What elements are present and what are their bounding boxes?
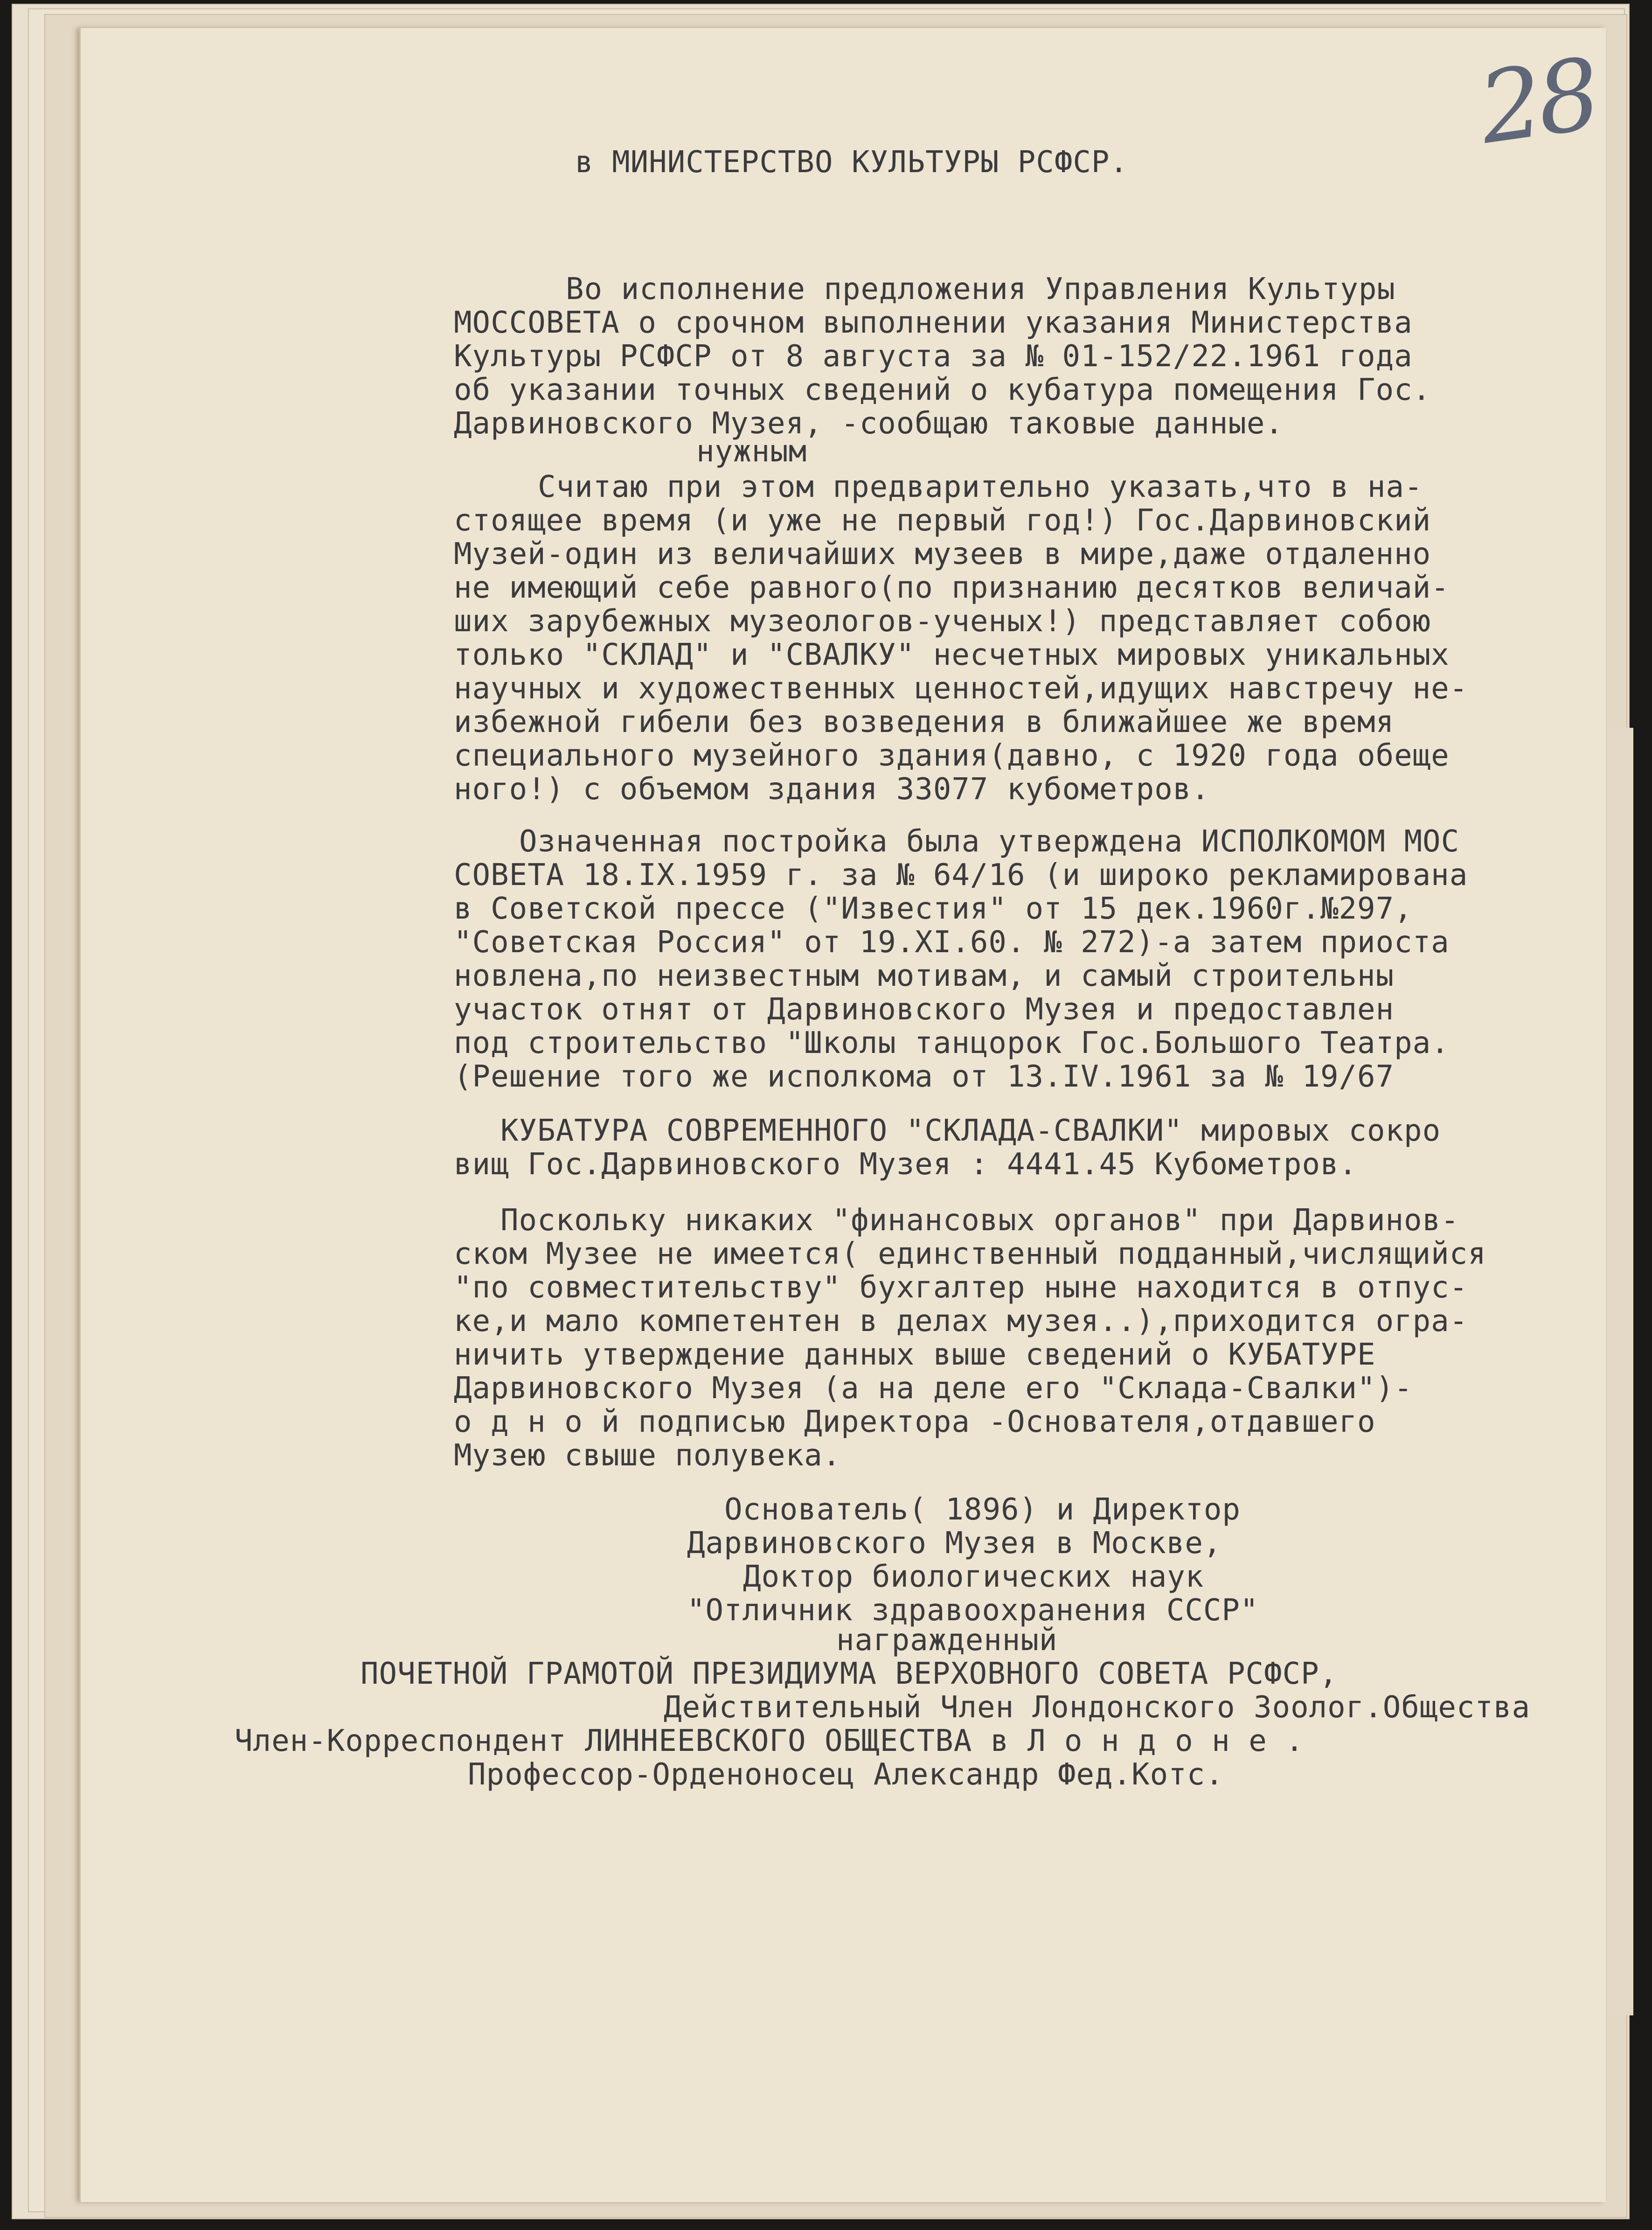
body-line: "по совместительству" бухгалтер ныне находится в отпус- bbox=[454, 1270, 1468, 1305]
body-line: ке,и мало компетентен в делах музея..),приходится огра- bbox=[454, 1304, 1468, 1338]
body-line: Считаю при этом предварительно указать,что в на- bbox=[538, 470, 1423, 504]
signature-line: "Отличник здравоохранения СССР" bbox=[687, 1593, 1259, 1628]
page-edge-strip bbox=[1604, 728, 1633, 2015]
body-line: об указании точных сведений о кубатура помещения Гос. bbox=[454, 373, 1431, 407]
signature-line: награжденный bbox=[836, 1623, 1058, 1658]
body-line: Поскольку никаких "финансовых органов" при Дарвинов- bbox=[500, 1203, 1459, 1238]
body-line: стоящее время (и уже не первый год!) Гос.Дарвиновский bbox=[454, 503, 1431, 538]
body-line: Дарвиновского Музея, -сообщаю таковые данные. bbox=[454, 406, 1284, 441]
signature-line: ПОЧЕТНОЙ ГРАМОТОЙ ПРЕЗИДИУМА ВЕРХОВНОГО СОВЕТА РСФСР, bbox=[361, 1657, 1338, 1691]
body-line: в Советской прессе ("Известия" от 15 дек.1960г.№297, bbox=[454, 892, 1413, 926]
inserted-word: нужным bbox=[696, 434, 807, 469]
body-line: ших зарубежных музеологов-ученых!) представляет собою bbox=[454, 604, 1431, 639]
body-line: Музей-один из величайших музеев в мире,даже отдаленно bbox=[454, 537, 1431, 571]
body-line: участок отнят от Дарвиновского Музея и предоставлен bbox=[454, 992, 1395, 1027]
body-line: Музею свыше полувека. bbox=[454, 1438, 841, 1473]
body-line: СОВЕТА 18.IX.1959 г. за № 64/16 (и широко рекламирована bbox=[454, 858, 1468, 892]
body-line: под строительство "Школы танцорок Гос.Большого Театра. bbox=[454, 1026, 1450, 1060]
body-line: специального музейного здания(давно, с 1920 года обеще bbox=[454, 739, 1450, 773]
body-line: о д н о й подписью Директора -Основателя,отдавшего bbox=[454, 1405, 1376, 1439]
signature-line: Член-Корреспондент ЛИННЕЕВСКОГО ОБЩЕСТВА в Л о н д о н е . bbox=[235, 1724, 1304, 1758]
body-line: ском Музее не имеется( единственный подданный,числящийся bbox=[454, 1237, 1486, 1271]
body-line: ного!) с объемом здания 33077 кубометров. bbox=[454, 772, 1210, 807]
signature-line: Основатель( 1896) и Директор bbox=[724, 1492, 1241, 1527]
body-line: ничить утверждение данных выше сведений о КУБАТУРЕ bbox=[454, 1338, 1376, 1372]
body-line: "Советская Россия" от 19.XI.60. № 272)-а затем приоста bbox=[454, 925, 1450, 960]
body-line: КУБАТУРА СОВРЕМЕННОГО "СКЛАДА-СВАЛКИ" мировых сокро bbox=[500, 1114, 1441, 1148]
body-line: Во исполнение предложения Управления Культуры bbox=[566, 272, 1395, 307]
handwritten-page-number: 28 bbox=[1472, 36, 1603, 167]
signature-line: Доктор биологических наук bbox=[743, 1560, 1204, 1594]
body-line: только "СКЛАД" и "СВАЛКУ" несчетных мировых уникальных bbox=[454, 638, 1450, 672]
body-line: новлена,по неизвестным мотивам, и самый строительны bbox=[454, 959, 1395, 993]
document-page bbox=[79, 28, 1606, 2202]
body-line: Культуры РСФСР от 8 августа за № 01-152/22.1961 года bbox=[454, 339, 1413, 374]
body-line: (Решение того же исполкома от 13.IV.1961 за № 19/67 bbox=[454, 1059, 1395, 1094]
body-line: вищ Гос.Дарвиновского Музея : 4441.45 Кубометров. bbox=[454, 1147, 1358, 1182]
body-line: не имеющий себе равного(по признанию десятков величай- bbox=[454, 571, 1450, 605]
body-line: МОССОВЕТА о срочном выполнении указания Министерства bbox=[454, 306, 1413, 340]
signature-line: Профессор-Орденоносец Александр Фед.Котс. bbox=[468, 1757, 1224, 1792]
signature-line: Действительный Член Лондонского Зоолог.Общества bbox=[664, 1690, 1530, 1725]
signature-line: Дарвиновского Музея в Москве, bbox=[687, 1526, 1222, 1561]
body-line: Дарвиновского Музея (а на деле его "Склада-Свалки")- bbox=[454, 1371, 1413, 1406]
document-header: в МИНИСТЕРСТВО КУЛЬТУРЫ РСФСР. bbox=[575, 145, 1128, 180]
body-line: Означенная постройка была утверждена ИСПОЛКОМОМ МОС bbox=[519, 824, 1460, 859]
body-line: избежной гибели без возведения в ближайшее же время bbox=[454, 705, 1395, 739]
body-line: научных и художественных ценностей,идущих навстречу не- bbox=[454, 671, 1468, 706]
